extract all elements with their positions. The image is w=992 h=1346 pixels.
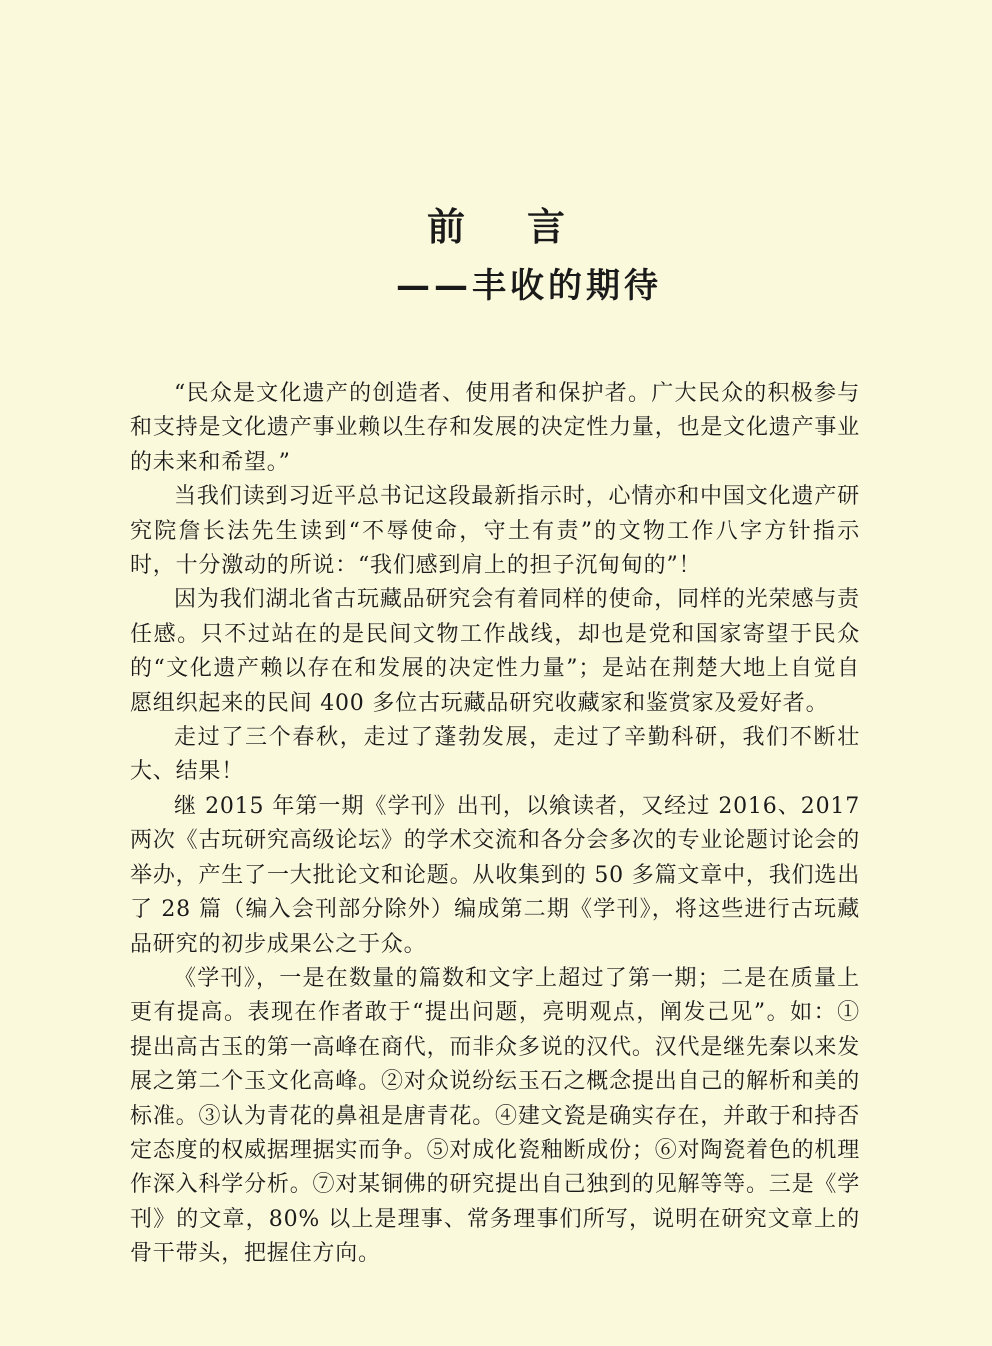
paragraph: 走过了三个春秋，走过了蓬勃发展，走过了辛勤科研，我们不断壮大、结果！ [130, 725, 860, 785]
body-text [130, 377, 860, 1272]
paragraph: 当我们读到习近平总书记这段最新指示时，心情亦和中国文化遗产研究院詹长法先生读到“不辱使命，守土有责”的文物工作八字方针指示时，十分激动的所说：“我们感到肩上的担子沉甸甸的”！ [130, 484, 860, 579]
paragraph: 继 2015 年第一期《学刊》出刊，以飨读者，又经过 2016、2017 两次《古玩研究高级论坛》的学术交流和各分会多次的专业论题讨论会的举办，产生了一大批论文和论题。从收集到的 50 多篇文章中，我们选出了 28 篇（编入会刊部分除外）编成第二期《学刊》，将这些进行古玩藏品研究的初步成果公之于众。 [130, 793, 860, 957]
page-title: 前言 [426, 205, 627, 249]
paragraph: 《学刊》，一是在数量的篇数和文字上超过了第一期；二是在质量上更有提高。表现在作者敢于“提出问题，亮明观点，阐发己见”。如：①提出高古玉的第一高峰在商代，而非众多说的汉代。汉代是继先秦以来发展之第二个玉文化高峰。②对众说纷纭玉石之概念提出自己的解析和美的标准。③认为青花的鼻祖是唐青花。④建文瓷是确实存在，并敢于和持否定态度的权威据理据实而争。⑤对成化瓷釉断成份；⑥对陶瓷着色的机理作深入科学分析。⑦对某铜佛的研究提出自己独到的见解等等。三是《学刊》的文章，80% 以上是理事、常务理事们所写，说明在研究文章上的骨干带头，把握住方向。 [130, 965, 860, 1267]
paragraph: 因为我们湖北省古玩藏品研究会有着同样的使命，同样的光荣感与责任感。只不过站在的是民间文物工作战线，却也是党和国家寄望于民众的“文化遗产赖以存在和发展的决定性力量”；是站在荆楚大地上自觉自愿组织起来的民间 400 多位古玩藏品研究收藏家和鉴赏家及爱好者。 [130, 587, 860, 716]
paragraph: “民众是文化遗产的创造者、使用者和保护者。广大民众的积极参与和支持是文化遗产事业赖以生存和发展的决定性力量，也是文化遗产事业的未来和希望。” [130, 381, 860, 475]
page-subtitle: ——丰收的期待 [396, 266, 662, 306]
